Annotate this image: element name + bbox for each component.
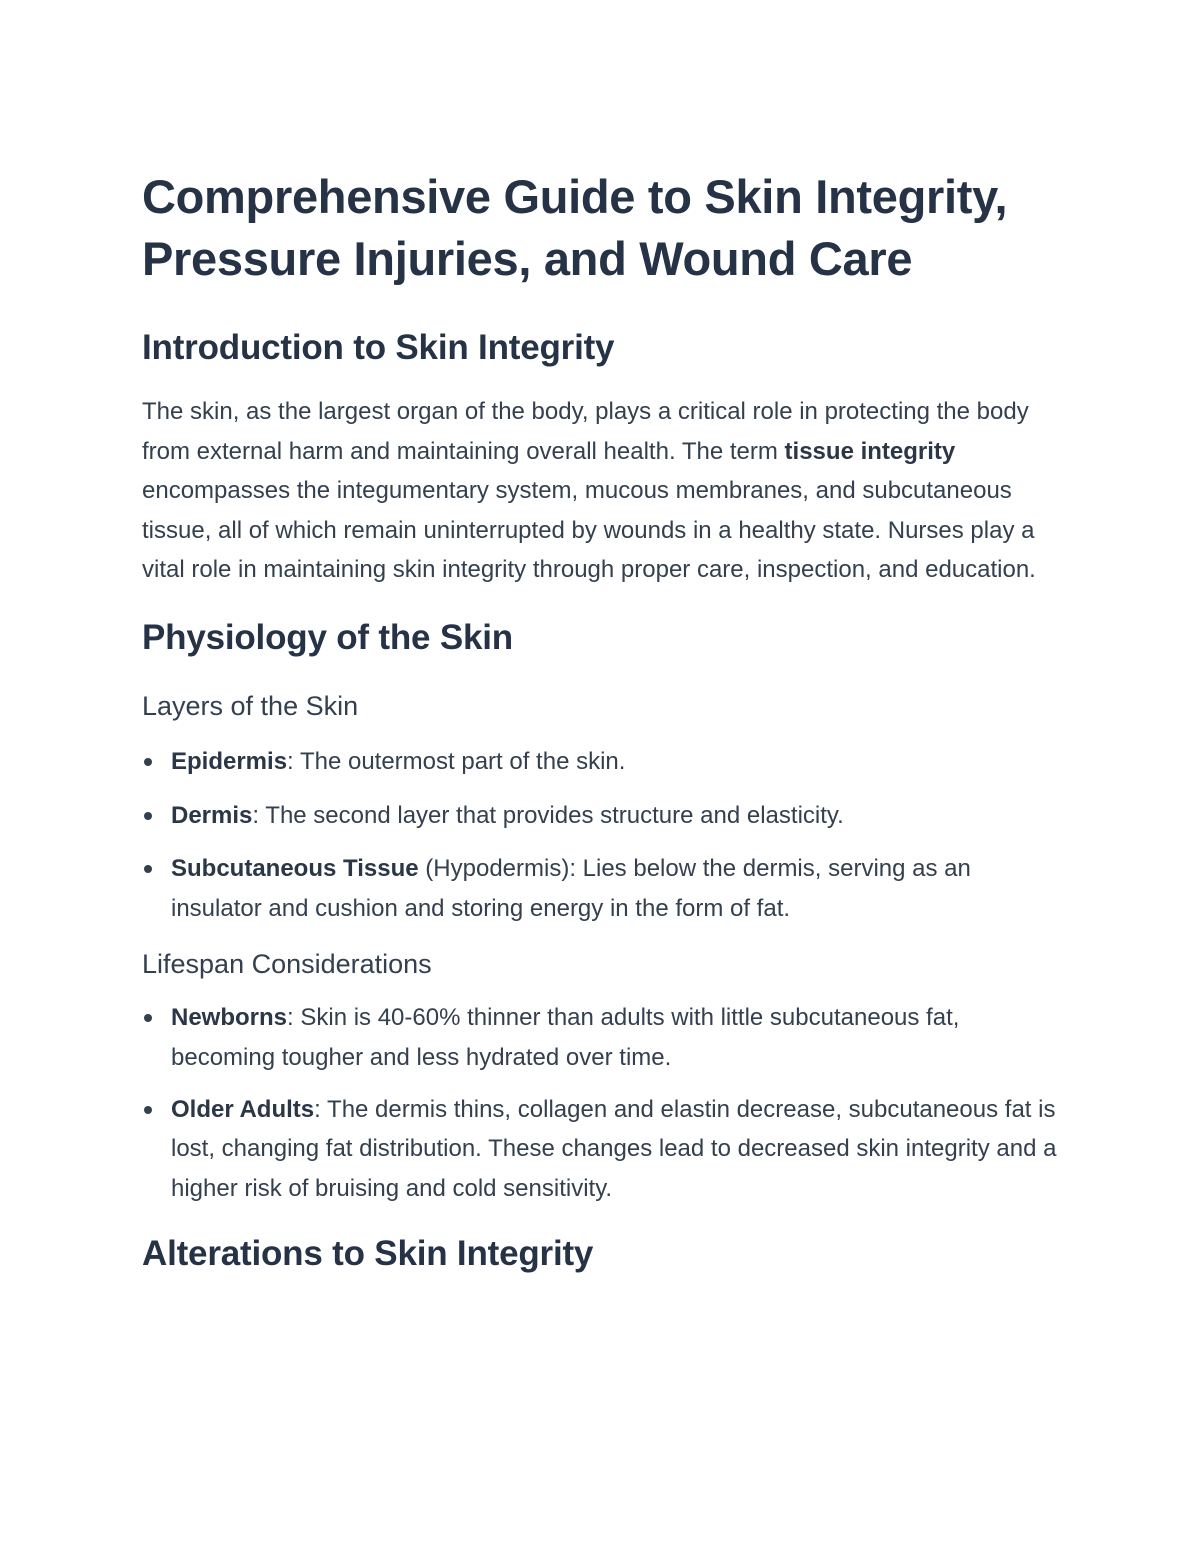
list-item	[142, 796, 1062, 836]
bullet-icon	[144, 1014, 152, 1022]
list-item-term: Dermis	[171, 801, 253, 829]
list-item	[142, 849, 1062, 928]
intro-text-start: The skin, as the largest organ of the body, plays a critical role in protecting the body from external harm and maintaining overall health. The term	[142, 398, 1029, 465]
list-item-term: Older Adults	[171, 1095, 315, 1123]
list-item-term: Epidermis	[171, 747, 288, 775]
list-item-text: (Hypodermis): Lies below the dermis, serving as an insulator and cushion and storing energy in the form of fat.	[171, 855, 971, 922]
list-item-term: Newborns	[171, 1004, 288, 1032]
list-item	[142, 742, 1062, 782]
bullet-icon	[144, 812, 152, 820]
intro-term: tissue integrity	[784, 437, 956, 465]
lifespan-list	[142, 998, 1062, 1208]
bullet-icon	[144, 865, 152, 873]
subsection-heading-lifespan: Lifespan Considerations	[142, 949, 432, 980]
bullet-icon	[144, 1106, 152, 1114]
document-title: Comprehensive Guide to Skin Integrity, Pressure Injuries, and Wound Care	[142, 170, 1008, 285]
list-item-text: : The second layer that provides structure and elasticity.	[252, 801, 844, 829]
intro-paragraph	[142, 392, 1062, 590]
section-heading-alterations: Alterations to Skin Integrity	[142, 1234, 594, 1274]
list-item-text: : The outermost part of the skin.	[287, 747, 626, 775]
section-heading-physiology: Physiology of the Skin	[142, 617, 513, 657]
section-heading-introduction: Introduction to Skin Integrity	[142, 328, 615, 367]
layers-list	[142, 742, 1062, 928]
intro-text-end: encompasses the integumentary system, mucous membranes, and subcutaneous tissue, all of which remain uninterrupted by wounds in a healthy state. Nurses play a vital role in maintaining skin integrity through proper care, inspection, and education.	[142, 477, 1036, 584]
list-item-text: : The dermis thins, collagen and elastin decrease, subcutaneous fat is lost, changing fat distribution. These changes lead to decreased skin integrity and a higher risk of bruising and cold sensitivity.	[171, 1095, 1057, 1202]
list-item	[142, 1090, 1062, 1209]
list-item-text: : Skin is 40-60% thinner than adults with little subcutaneous fat, becoming tougher and less hydrated over time.	[171, 1004, 960, 1071]
document-page	[142, 166, 1062, 1276]
subsection-heading-layers: Layers of the Skin	[142, 690, 359, 721]
list-item	[142, 998, 1062, 1077]
bullet-icon	[144, 758, 152, 766]
list-item-term: Subcutaneous Tissue	[171, 855, 419, 883]
